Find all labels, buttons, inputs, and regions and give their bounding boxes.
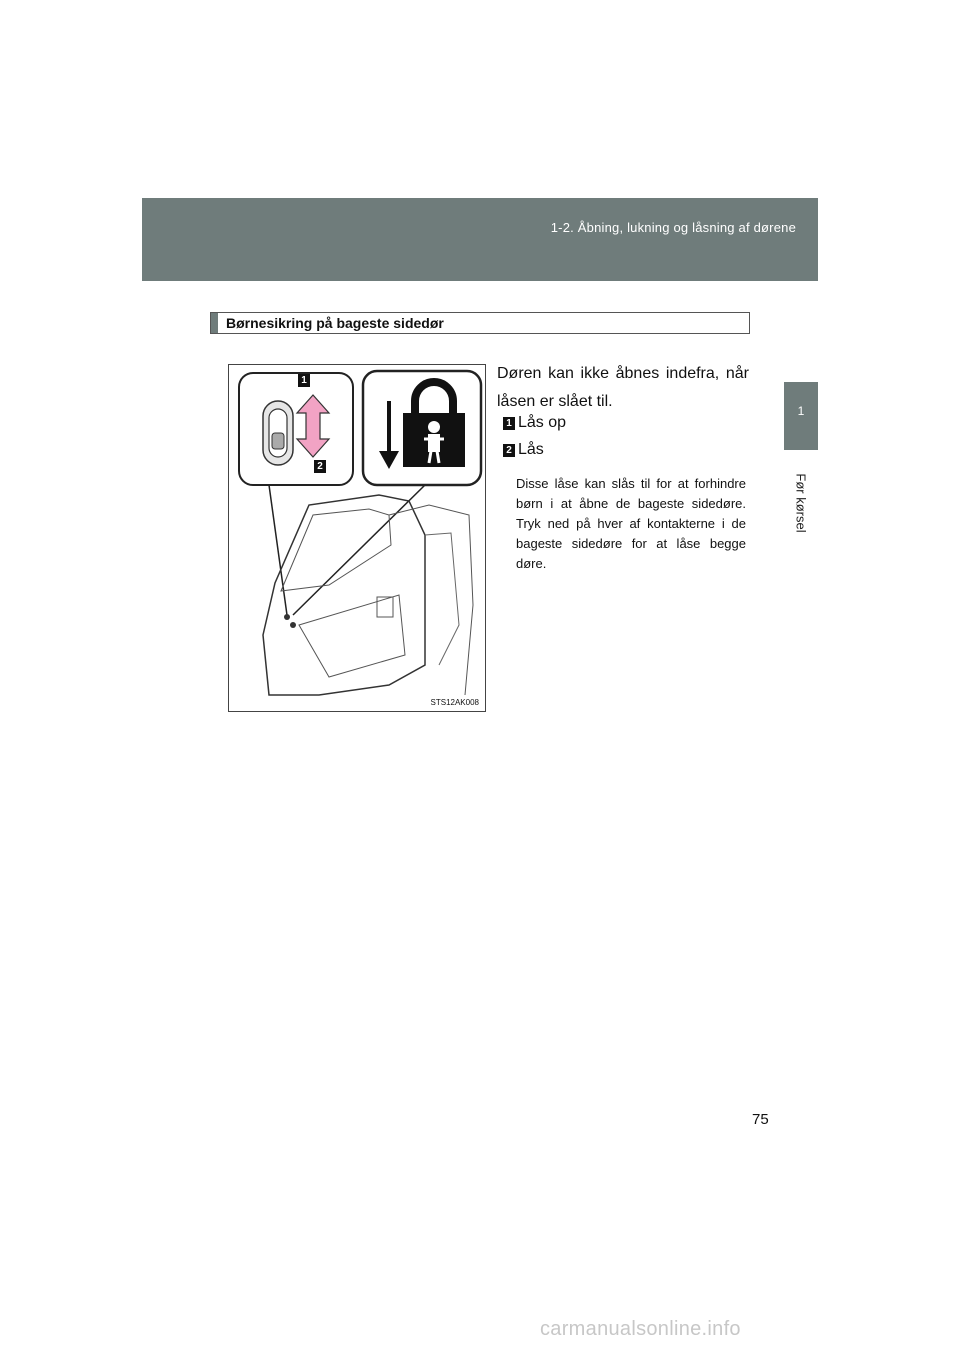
callout-1-box: [298, 374, 310, 387]
list-number-badge: 2: [503, 444, 515, 457]
list-item-label: Lås op: [518, 414, 567, 431]
section-title: Børnesikring på bageste sidedør: [226, 315, 444, 331]
header-band: [142, 198, 818, 281]
callout-2: 2: [317, 461, 323, 472]
chapter-side-label: [784, 458, 818, 548]
chapter-title: 1-2. Åbning, lukning og låsning af dørene: [550, 220, 796, 235]
figure-code: STS12AK008: [430, 698, 479, 707]
chapter-tab-number: 1: [797, 404, 805, 418]
chapter-tab: [784, 382, 818, 450]
intro-paragraph: Døren kan ikke åbnes indefra, når låsen er slået til.: [497, 365, 749, 410]
section-heading-accent: [211, 313, 218, 333]
watermark-text: carmanualsonline.info: [540, 1318, 741, 1340]
child-lock-illustration: [228, 364, 486, 712]
callout-2-box: [314, 460, 326, 473]
chapter-side-label-text: Før kørsel: [793, 473, 809, 533]
note-paragraph: Disse låse kan slås til for at forhindre børn i at åbne de bageste sidedøre. Tryk ned på hver af kontakterne i de bageste sidedøre for at låse begge døre.: [516, 476, 746, 571]
callout-1: 1: [301, 375, 307, 386]
section-heading: [210, 312, 750, 334]
illustration-drawing: [229, 365, 485, 711]
list-item-label: Lås: [518, 441, 544, 458]
list-number-badge: 1: [503, 417, 515, 430]
page-number: 75: [752, 1111, 769, 1128]
